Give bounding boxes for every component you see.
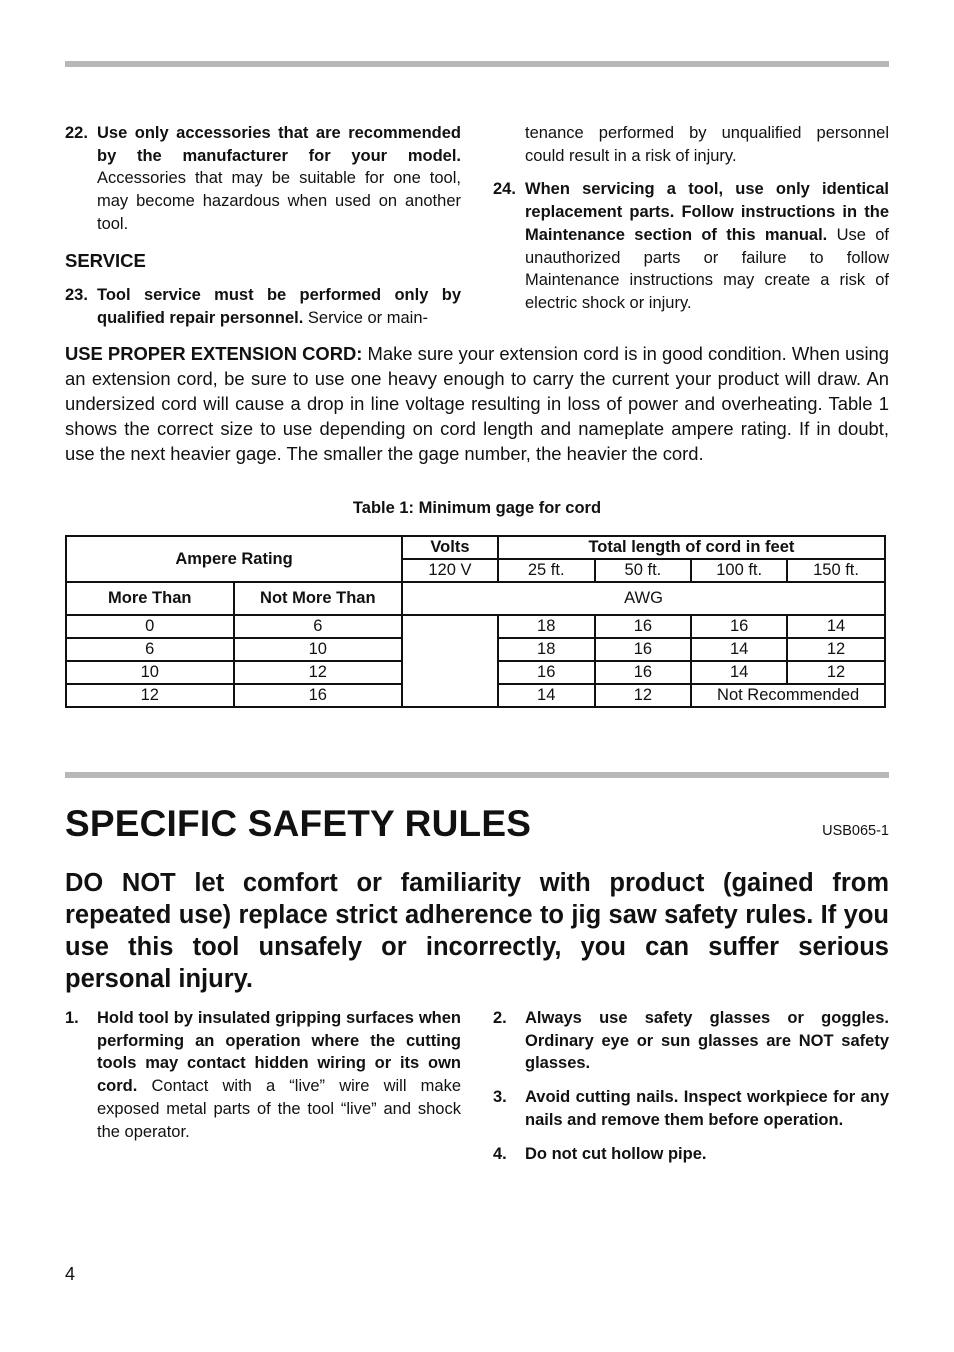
length-cell: 150 ft. [787,559,885,582]
table-cell: 12 [787,638,885,661]
safety-warning: DO NOT let comfort or familiarity with product (gained from repeated use) replace strict adherence to jig saw safety rules. If you use this tool unsafely or incorrectly, you can suffer serious personal injury. [65,869,889,993]
table-cell: 12 [66,684,234,707]
list-item-3 [493,1086,889,1131]
list-item-22 [65,122,461,236]
item-number: 2. [493,1009,507,1027]
list-item-24 [493,178,889,314]
ampere-rating-header: Ampere Rating [66,536,402,582]
table-cell: 16 [595,661,692,684]
table-header-row [66,536,885,559]
item-number: 1. [65,1009,79,1027]
volts-header: Volts [402,536,498,559]
empty-volts-cell [402,615,498,707]
rules-right-column [493,1007,889,1165]
awg-header: AWG [402,582,885,615]
document-code: USB065-1 [822,823,889,839]
table-row [66,615,885,638]
table-cell: 18 [498,638,595,661]
item-heading: Avoid cutting nails. Inspect workpiece for any nails and remove them before operation. [525,1088,889,1129]
item-text: Accessories that may be suitable for one tool, may become hazardous when used on another tool. [97,169,461,233]
table-cell: 14 [498,684,595,707]
list-item-4 [493,1143,889,1166]
table-cell: 10 [234,638,403,661]
extension-cord-paragraph [65,341,889,466]
total-length-header: Total length of cord in feet [498,536,885,559]
item-number: 23. [65,286,88,305]
table-label-row [66,582,885,615]
item-heading: Use only accessories that are recommended by the manufacturer for your model. [97,124,461,165]
table-cell: 14 [787,615,885,638]
more-than-header: More Than [66,582,234,615]
voltage-cell: 120 V [402,559,498,582]
item-heading: Hold tool by insulated gripping surfaces when performing an operation where the cutting tools may contact hidden wiring or its own cord. [97,1009,461,1096]
rules-left-column [65,1007,461,1143]
item-heading: Do not cut hollow pipe. [525,1144,707,1163]
item-text: Contact with a “live” wire will make exposed metal parts of the tool “live” and shock the operator. [97,1077,461,1141]
extension-cord-text: Make sure your extension cord is in good condition. When using an extension cord, be sure to use one heavy enough to carry the current your product will draw. An undersized cord will cause a drop in line voltage resulting in loss of power and overheating. Table 1 shows the correct size to use depending on cord length and nameplate ampere rating. If in doubt, use the next heavier gage. The smaller the gage number, the heavier the cord. [65,343,890,464]
top-divider [65,61,889,67]
length-cell: 25 ft. [498,559,595,582]
page-title: SPECIFIC SAFETY RULES [65,803,532,844]
table-cell: 18 [498,615,595,638]
top-left-column [65,122,461,330]
table-cell: 16 [595,638,692,661]
length-cell: 100 ft. [691,559,787,582]
item-heading: When servicing a tool, use only identical replacement parts. Follow instructions in the Maintenance section of this manual. [525,180,889,244]
list-item-23 [65,284,461,329]
item-number: 24. [493,180,516,199]
item-number: 4. [493,1144,507,1163]
table-cell: 6 [66,638,234,661]
item-text: Service or main- [303,308,429,327]
table-cell: 12 [787,661,885,684]
table-cell: 14 [691,638,787,661]
item-number: 22. [65,124,88,142]
table-cell: 14 [691,661,787,684]
table-cell: 12 [234,661,403,684]
length-cell: 50 ft. [595,559,692,582]
table-cell: 16 [691,615,787,638]
item-heading: Always use safety glasses or goggles. Ordinary eye or sun glasses are NOT safety glasses. [525,1009,889,1073]
section-divider [65,772,889,778]
list-item-1 [65,1007,461,1143]
service-heading: SERVICE [65,249,146,271]
table-cell: 10 [66,661,234,684]
list-item-2 [493,1007,889,1075]
item-heading: Tool service must be performed only by qualified repair personnel. [97,286,461,327]
page-number: 4 [65,1264,76,1284]
table-cell: 16 [498,661,595,684]
table-cell: 0 [66,615,234,638]
cord-gage-table [65,535,886,708]
table-caption: Table 1: Minimum gage for cord [352,499,602,517]
not-more-than-header: Not More Than [234,582,403,615]
table-cell: 12 [595,684,692,707]
not-recommended-cell: Not Recommended [691,684,885,707]
item-number: 3. [493,1088,507,1107]
table-cell: 16 [595,615,692,638]
item-text: Use of unauthorized parts or failure to follow Maintenance instructions may create a risk of electric shock or injury. [525,225,889,312]
table-cell: 16 [234,684,403,707]
item-23-continuation: tenance performed by unqualified personnel could result in a risk of injury. [525,124,889,165]
extension-cord-heading: USE PROPER EXTENSION CORD: [65,343,363,364]
top-right-column [493,122,889,315]
table-cell: 6 [234,615,403,638]
